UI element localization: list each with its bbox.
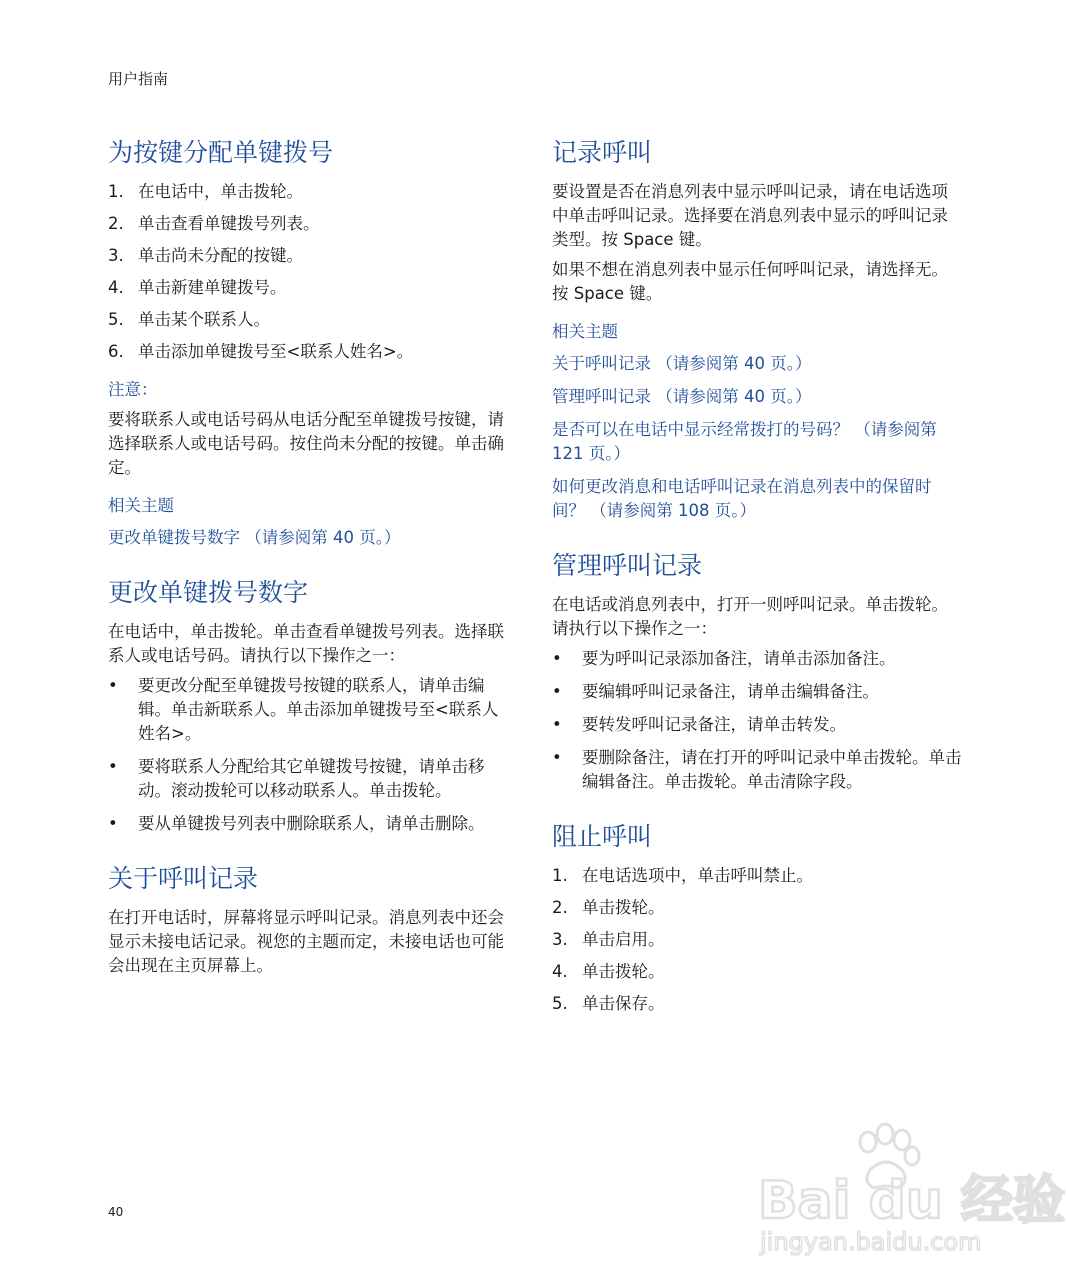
step-text: 单击新建单键拨号。 (138, 278, 287, 297)
bullet-icon: • (108, 814, 118, 833)
step-number: 2. (108, 214, 124, 233)
step-item (108, 340, 508, 364)
related-link[interactable]: 是否可以在电话中显示经常拨打的号码？ （请参阅第 121 页。） (552, 420, 937, 463)
step-item (552, 960, 962, 984)
section-block-calls (552, 820, 962, 1016)
watermark-url: jingyan.baidu.com (760, 1228, 982, 1256)
step-text: 单击添加单键拨号至<联系人姓名>。 (138, 342, 414, 361)
section-paragraph: 要设置是否在消息列表中显示呼叫记录，请在电话选项中单击呼叫记录。选择要在消息列表中显示的呼叫记录类型。按 Space 键。 (552, 182, 948, 249)
bullet-icon: • (552, 649, 562, 668)
step-text: 单击查看单键拨号列表。 (138, 214, 320, 233)
note-text: 要将联系人或电话号码从电话分配至单键拨号按键，请选择联系人或电话号码。按住尚未分配的按键。单击确定。 (108, 410, 504, 477)
bullet-text: 要编辑呼叫记录备注，请单击编辑备注。 (582, 682, 879, 701)
step-text: 单击启用。 (582, 930, 665, 949)
section-assign-speed-dial (108, 136, 508, 550)
baidu-watermark (750, 1120, 1065, 1260)
related-link[interactable]: 管理呼叫记录 （请参阅第 40 页。） (552, 387, 812, 406)
step-number: 2. (552, 898, 568, 917)
section-title: 阻止呼叫 (552, 822, 653, 851)
section-title: 关于呼叫记录 (108, 864, 259, 893)
step-text: 在电话中，单击拨轮。 (138, 182, 303, 201)
bullet-list (552, 647, 962, 794)
bullet-icon: • (552, 715, 562, 734)
section-intro: 在电话或消息列表中，打开一则呼叫记录。单击拨轮。请执行以下操作之一： (552, 595, 948, 638)
step-number: 1. (552, 866, 568, 885)
section-change-speed-dial (108, 576, 508, 836)
step-number: 5. (108, 310, 124, 329)
step-item (108, 212, 508, 236)
bullet-item (552, 647, 962, 671)
section-manage-call-logs (552, 549, 962, 794)
bullet-icon: • (108, 676, 118, 695)
left-column (108, 136, 508, 1004)
bullet-icon: • (552, 682, 562, 701)
step-item (108, 308, 508, 332)
bullet-list (108, 674, 508, 836)
right-column (552, 136, 962, 1042)
bullet-text: 要更改分配至单键拨号按键的联系人，请单击编辑。单击新联系人。单击添加单键拨号至<联系人姓名>。 (138, 676, 499, 743)
step-number: 4. (552, 962, 568, 981)
related-link[interactable]: 关于呼叫记录 （请参阅第 40 页。） (552, 354, 812, 373)
step-text: 单击某个联系人。 (138, 310, 270, 329)
bullet-item (552, 680, 962, 704)
step-item (552, 992, 962, 1016)
related-topics-label: 相关主题 (108, 496, 174, 515)
bullet-item (552, 746, 962, 794)
bullet-icon: • (552, 748, 562, 767)
bullet-item (108, 812, 508, 836)
bullet-text: 要转发呼叫记录备注，请单击转发。 (582, 715, 846, 734)
bullet-item (108, 674, 508, 746)
step-number: 5. (552, 994, 568, 1013)
note-label: 注意： (108, 380, 158, 399)
section-text: 在打开电话时，屏幕将显示呼叫记录。消息列表中还会显示未接电话记录。视您的主题而定，未接电话也可能会出现在主页屏幕上。 (108, 908, 504, 975)
bullet-text: 要为呼叫记录添加备注，请单击添加备注。 (582, 649, 896, 668)
step-number: 1. (108, 182, 124, 201)
step-item (552, 928, 962, 952)
section-title: 记录呼叫 (552, 138, 653, 167)
step-text: 单击尚未分配的按键。 (138, 246, 303, 265)
step-item (108, 180, 508, 204)
step-text: 单击拨轮。 (582, 962, 665, 981)
bullet-text: 要从单键拨号列表中删除联系人，请单击删除。 (138, 814, 485, 833)
section-title: 更改单键拨号数字 (108, 578, 309, 607)
step-text: 在电话选项中，单击呼叫禁止。 (582, 866, 813, 885)
page-number: 40 (108, 1205, 124, 1219)
bullet-text: 要将联系人分配给其它单键拨号按键，请单击移动。滚动拨轮可以移动联系人。单击拨轮。 (138, 757, 485, 800)
watermark-brand: Bai du 经验 (758, 1171, 1065, 1231)
section-about-call-logs (108, 862, 508, 978)
related-topics-label: 相关主题 (552, 322, 618, 341)
header-title: 用户指南 (108, 70, 169, 88)
step-item (108, 244, 508, 268)
step-number: 4. (108, 278, 124, 297)
section-intro: 在电话中，单击拨轮。单击查看单键拨号列表。选择联系人或电话号码。请执行以下操作之一： (108, 622, 504, 665)
steps-list (552, 864, 962, 1016)
step-item (108, 276, 508, 300)
related-link[interactable]: 如何更改消息和电话呼叫记录在消息列表中的保留时间？ （请参阅第 108 页。） (552, 477, 932, 520)
section-log-calls (552, 136, 962, 523)
bullet-item (552, 713, 962, 737)
bullet-icon: • (108, 757, 118, 776)
section-paragraph: 如果不想在消息列表中显示任何呼叫记录，请选择无。按 Space 键。 (552, 260, 948, 303)
section-title: 为按键分配单键拨号 (108, 138, 334, 167)
bullet-item (108, 755, 508, 803)
step-number: 6. (108, 342, 124, 361)
step-text: 单击拨轮。 (582, 898, 665, 917)
step-item (552, 864, 962, 888)
step-number: 3. (552, 930, 568, 949)
section-title: 管理呼叫记录 (552, 551, 703, 580)
steps-list (108, 180, 508, 364)
step-item (552, 896, 962, 920)
step-number: 3. (108, 246, 124, 265)
bullet-text: 要删除备注，请在打开的呼叫记录中单击拨轮。单击编辑备注。单击拨轮。单击清除字段。 (582, 748, 962, 791)
step-text: 单击保存。 (582, 994, 665, 1013)
related-link[interactable]: 更改单键拨号数字 （请参阅第 40 页。） (108, 528, 401, 547)
